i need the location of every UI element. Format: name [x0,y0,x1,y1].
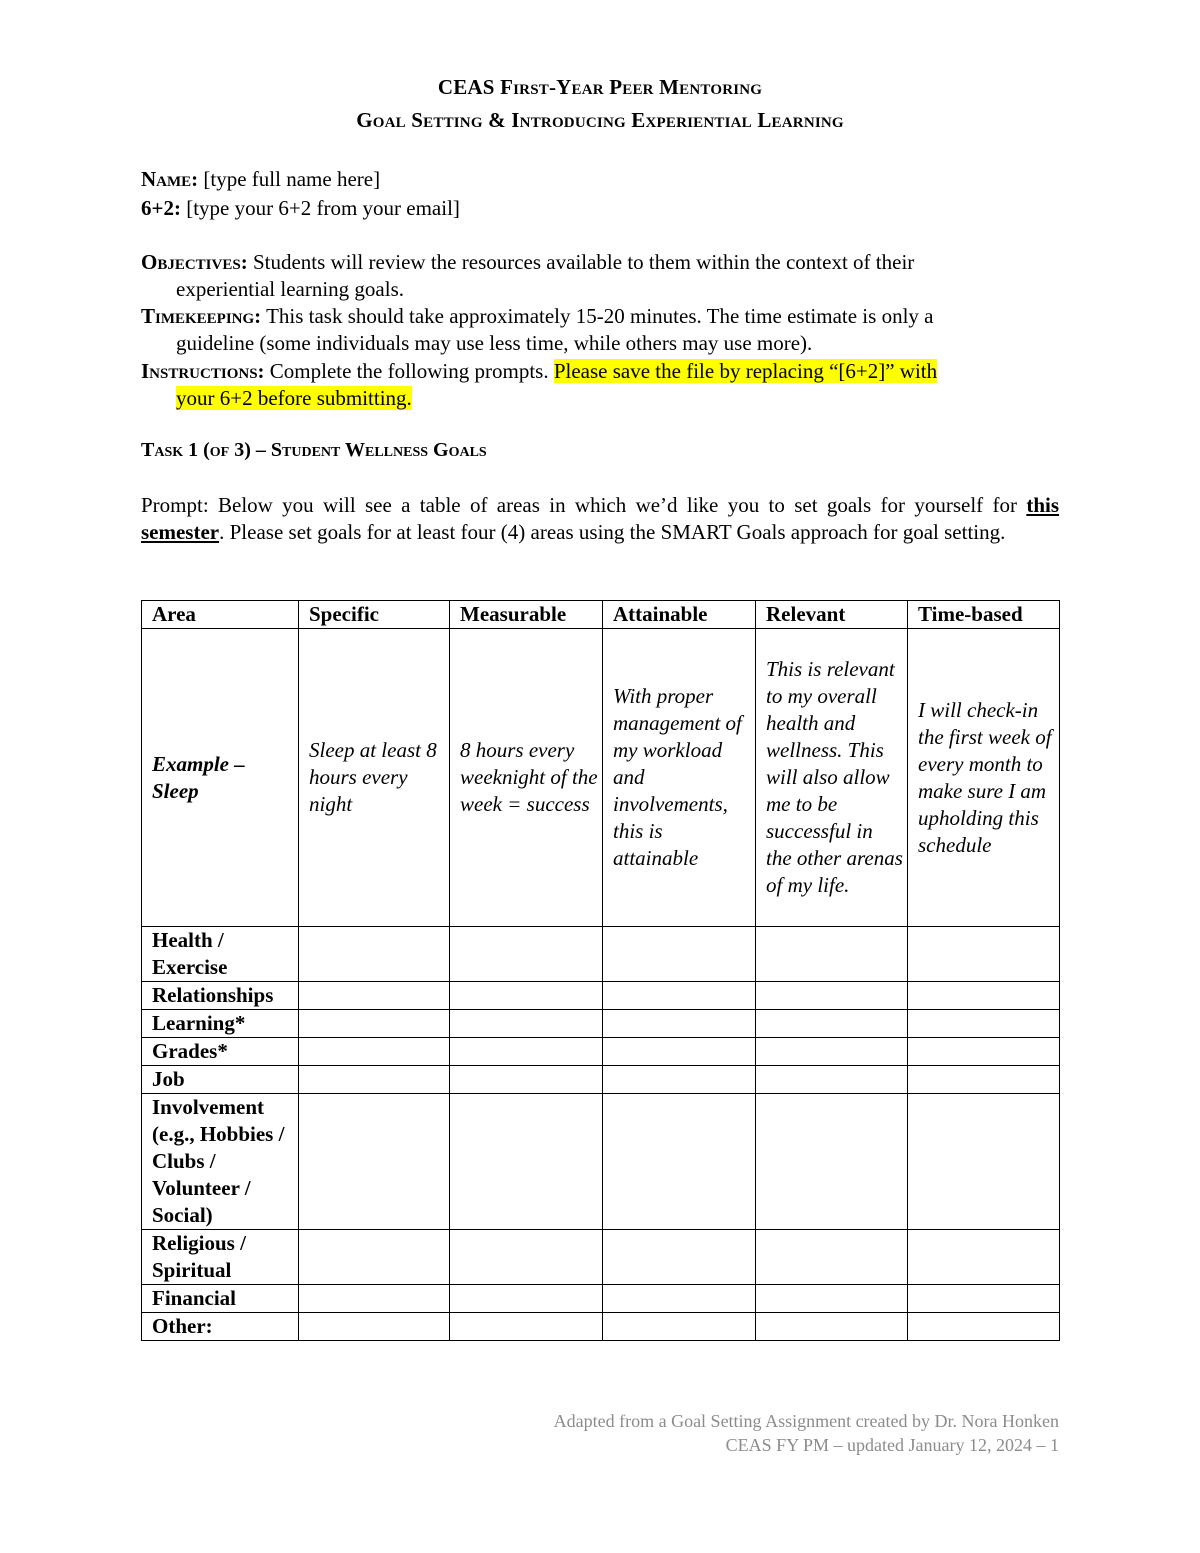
goal-cell-attainable[interactable] [603,982,756,1010]
goal-cell-relevant[interactable] [756,1066,908,1094]
goal-cell-specific[interactable] [299,1010,450,1038]
sixtwo-label: 6+2: [141,196,181,220]
example-specific: Sleep at least 8 hours every night [299,629,450,927]
goal-cell-relevant[interactable] [756,1313,908,1341]
goals-table [141,600,1060,1341]
sixtwo-field [141,196,460,221]
example-row [142,629,1060,927]
table-row [142,1285,1060,1313]
prompt-emphasis: this semester [141,493,1060,544]
instructions-text: Complete the following prompts. [269,359,549,383]
goal-cell-relevant[interactable] [756,927,908,982]
row-area-label: Other: [142,1313,299,1341]
goal-cell-attainable[interactable] [603,1010,756,1038]
goal-cell-specific[interactable] [299,927,450,982]
goal-cell-time-based[interactable] [908,1094,1060,1230]
header-relevant: Relevant [756,601,908,629]
example-measurable: 8 hours every weeknight of the week = success [450,629,603,927]
timekeeping-paragraph [141,303,1059,357]
objectives-paragraph [141,249,1059,303]
footer-page-info: CEAS FY PM – updated January 12, 2024 – 1 [725,1435,1059,1455]
table-row [142,982,1060,1010]
goal-cell-specific[interactable] [299,1066,450,1094]
sixtwo-value[interactable]: [type your 6+2 from your email] [186,196,460,220]
row-area-label: Job [142,1066,299,1094]
header-attainable: Attainable [603,601,756,629]
goal-cell-time-based[interactable] [908,1066,1060,1094]
header-specific: Specific [299,601,450,629]
goal-cell-time-based[interactable] [908,1313,1060,1341]
header-time-based: Time-based [908,601,1060,629]
row-area-label: Religious / Spiritual [142,1230,299,1285]
task-heading: Task 1 (of 3) – Student Wellness Goals [141,439,487,461]
header-measurable: Measurable [450,601,603,629]
table-row [142,1094,1060,1230]
timekeeping-text-cont: guideline (some individuals may use less time, while others may use more). [176,331,813,355]
goal-cell-attainable[interactable] [603,1313,756,1341]
table-row [142,1066,1060,1094]
goal-cell-attainable[interactable] [603,927,756,982]
example-time-based: I will check-in the first week of every month to make sure I am upholding this schedule [908,629,1060,927]
goal-cell-measurable[interactable] [450,927,603,982]
row-area-label: Health / Exercise [142,927,299,982]
table-row [142,1230,1060,1285]
goal-cell-time-based[interactable] [908,927,1060,982]
prompt-paragraph [141,492,1059,546]
goal-cell-relevant[interactable] [756,1094,908,1230]
row-area-label: Learning* [142,1010,299,1038]
goal-cell-measurable[interactable] [450,1066,603,1094]
goal-cell-time-based[interactable] [908,1038,1060,1066]
goal-cell-relevant[interactable] [756,1285,908,1313]
goal-cell-measurable[interactable] [450,1313,603,1341]
goal-cell-measurable[interactable] [450,1094,603,1230]
table-row [142,1010,1060,1038]
goal-cell-attainable[interactable] [603,1066,756,1094]
goal-cell-time-based[interactable] [908,1285,1060,1313]
goal-cell-specific[interactable] [299,1285,450,1313]
table-row [142,927,1060,982]
page-subtitle: Goal Setting & Introducing Experiential Learning [356,108,844,132]
instructions-label: Instructions: [141,359,265,383]
table-row [142,1313,1060,1341]
goal-cell-specific[interactable] [299,1313,450,1341]
example-attainable: With proper management of my workload and involvements, this is attainable [603,629,756,927]
row-area-label: Relationships [142,982,299,1010]
example-area: Example – Sleep [142,629,299,927]
goal-cell-measurable[interactable] [450,1010,603,1038]
objectives-label: Objectives: [141,250,248,274]
row-area-label: Involvement (e.g., Hobbies / Clubs / Volunteer / Social) [142,1094,299,1230]
goal-cell-time-based[interactable] [908,1010,1060,1038]
goal-cell-time-based[interactable] [908,1230,1060,1285]
row-area-label: Financial [142,1285,299,1313]
instructions-highlight-cont: your 6+2 before submitting. [176,386,412,410]
footer-credit: Adapted from a Goal Setting Assignment created by Dr. Nora Honken [553,1411,1059,1431]
goal-cell-measurable[interactable] [450,1230,603,1285]
page-title: CEAS First-Year Peer Mentoring [437,75,763,99]
goal-cell-attainable[interactable] [603,1094,756,1230]
goal-cell-specific[interactable] [299,1038,450,1066]
goal-cell-attainable[interactable] [603,1230,756,1285]
goal-cell-attainable[interactable] [603,1285,756,1313]
instructions-highlight: Please save the file by replacing “[6+2]” with [553,359,938,383]
name-value[interactable]: [type full name here] [203,167,381,191]
example-relevant: This is relevant to my overall health and wellness. This will also allow me to be successful in the other arenas of my life. [756,629,908,927]
timekeeping-label: Timekeeping: [141,304,262,328]
objectives-text: Students will review the resources available to them within the context of their [252,250,915,274]
goal-rows [142,927,1060,1341]
objectives-text-cont: experiential learning goals. [176,277,404,301]
instructions-paragraph [141,358,1059,412]
goal-cell-relevant[interactable] [756,1010,908,1038]
header-area: Area [142,601,299,629]
goal-cell-measurable[interactable] [450,1285,603,1313]
table-header-row [142,601,1060,629]
goal-cell-relevant[interactable] [756,982,908,1010]
goal-cell-specific[interactable] [299,982,450,1010]
goal-cell-attainable[interactable] [603,1038,756,1066]
timekeeping-text: This task should take approximately 15-20 minutes. The time estimate is only a [266,304,934,328]
goal-cell-measurable[interactable] [450,1038,603,1066]
row-area-label: Grades* [142,1038,299,1066]
prompt-text-end: . Please set goals for at least four (4) areas using the SMART Goals approach for goal setting. [219,520,1006,544]
prompt-text: Prompt: Below you will see a table of areas in which we’d like you to set goals for yourself for [141,493,1017,517]
goal-cell-relevant[interactable] [756,1230,908,1285]
goal-cell-time-based[interactable] [908,982,1060,1010]
name-label: Name: [141,167,199,191]
table-row [142,1038,1060,1066]
goal-cell-relevant[interactable] [756,1038,908,1066]
goal-cell-specific[interactable] [299,1230,450,1285]
name-field [141,167,380,192]
goal-cell-specific[interactable] [299,1094,450,1230]
goal-cell-measurable[interactable] [450,982,603,1010]
